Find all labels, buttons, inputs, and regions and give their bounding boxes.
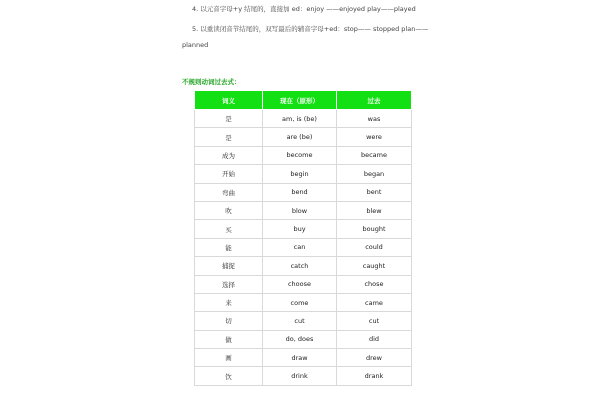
rule-5-text: 5. 以重读闭音节结尾的，双写最后的辅音字母+ed：stop—— stopped plan——	[192, 25, 429, 33]
cell-present: come	[263, 293, 337, 311]
cell-present: cut	[263, 312, 337, 330]
table-row	[195, 257, 412, 275]
cell-meaning: 买	[195, 220, 263, 238]
cell-past: could	[337, 238, 412, 256]
cell-past: blew	[337, 201, 412, 219]
cell-present: become	[263, 146, 337, 164]
table-row	[195, 183, 412, 201]
cell-present: are (be)	[263, 128, 337, 146]
cell-past: chose	[337, 275, 412, 293]
cell-meaning: 来	[195, 293, 263, 311]
cell-present: am, is (be)	[263, 110, 337, 128]
cell-past: drank	[337, 367, 412, 385]
cell-past: began	[337, 165, 412, 183]
table-row	[195, 238, 412, 256]
table-row	[195, 146, 412, 164]
cell-present: draw	[263, 349, 337, 367]
irregular-verbs-table	[194, 90, 412, 386]
cell-present: blow	[263, 201, 337, 219]
cell-past: did	[337, 330, 412, 348]
table-row	[195, 275, 412, 293]
cell-past: was	[337, 110, 412, 128]
cell-present: do, does	[263, 330, 337, 348]
cell-present: choose	[263, 275, 337, 293]
table-row	[195, 293, 412, 311]
cell-past: bent	[337, 183, 412, 201]
cell-present: can	[263, 238, 337, 256]
rule-4-text: 4. 以元音字母+y 结尾的，直接加 ed：enjoy ——enjoyed play——played	[192, 5, 416, 13]
cell-present: catch	[263, 257, 337, 275]
header-past: 过去	[337, 91, 412, 110]
header-meaning: 词义	[195, 91, 263, 110]
cell-past: became	[337, 146, 412, 164]
cell-present: buy	[263, 220, 337, 238]
cell-meaning: 是	[195, 128, 263, 146]
table-row	[195, 128, 412, 146]
cell-meaning: 成为	[195, 146, 263, 164]
cell-present: begin	[263, 165, 337, 183]
irregular-verbs-title: 不规则动词过去式：	[182, 78, 241, 86]
cell-past: caught	[337, 257, 412, 275]
table-row	[195, 349, 412, 367]
cell-meaning: 开始	[195, 165, 263, 183]
cell-present: drink	[263, 367, 337, 385]
table-row	[195, 330, 412, 348]
cell-past: bought	[337, 220, 412, 238]
cell-present: bend	[263, 183, 337, 201]
cell-past: were	[337, 128, 412, 146]
table-row	[195, 165, 412, 183]
cell-past: drew	[337, 349, 412, 367]
cell-meaning: 捕捉	[195, 257, 263, 275]
header-present: 现在（原形）	[263, 91, 337, 110]
cell-meaning: 弯曲	[195, 183, 263, 201]
cell-past: came	[337, 293, 412, 311]
table-row	[195, 312, 412, 330]
cell-meaning: 是	[195, 110, 263, 128]
cell-meaning: 能	[195, 238, 263, 256]
table-row	[195, 220, 412, 238]
cell-past: cut	[337, 312, 412, 330]
table-row	[195, 201, 412, 219]
table-row	[195, 110, 412, 128]
cell-meaning: 饮	[195, 367, 263, 385]
cell-meaning: 切	[195, 312, 263, 330]
cell-meaning: 做	[195, 330, 263, 348]
cell-meaning: 吹	[195, 201, 263, 219]
cell-meaning: 画	[195, 349, 263, 367]
rule-5-continuation: planned	[182, 41, 209, 49]
cell-meaning: 选择	[195, 275, 263, 293]
table-row	[195, 367, 412, 385]
table-header-row	[195, 91, 412, 110]
